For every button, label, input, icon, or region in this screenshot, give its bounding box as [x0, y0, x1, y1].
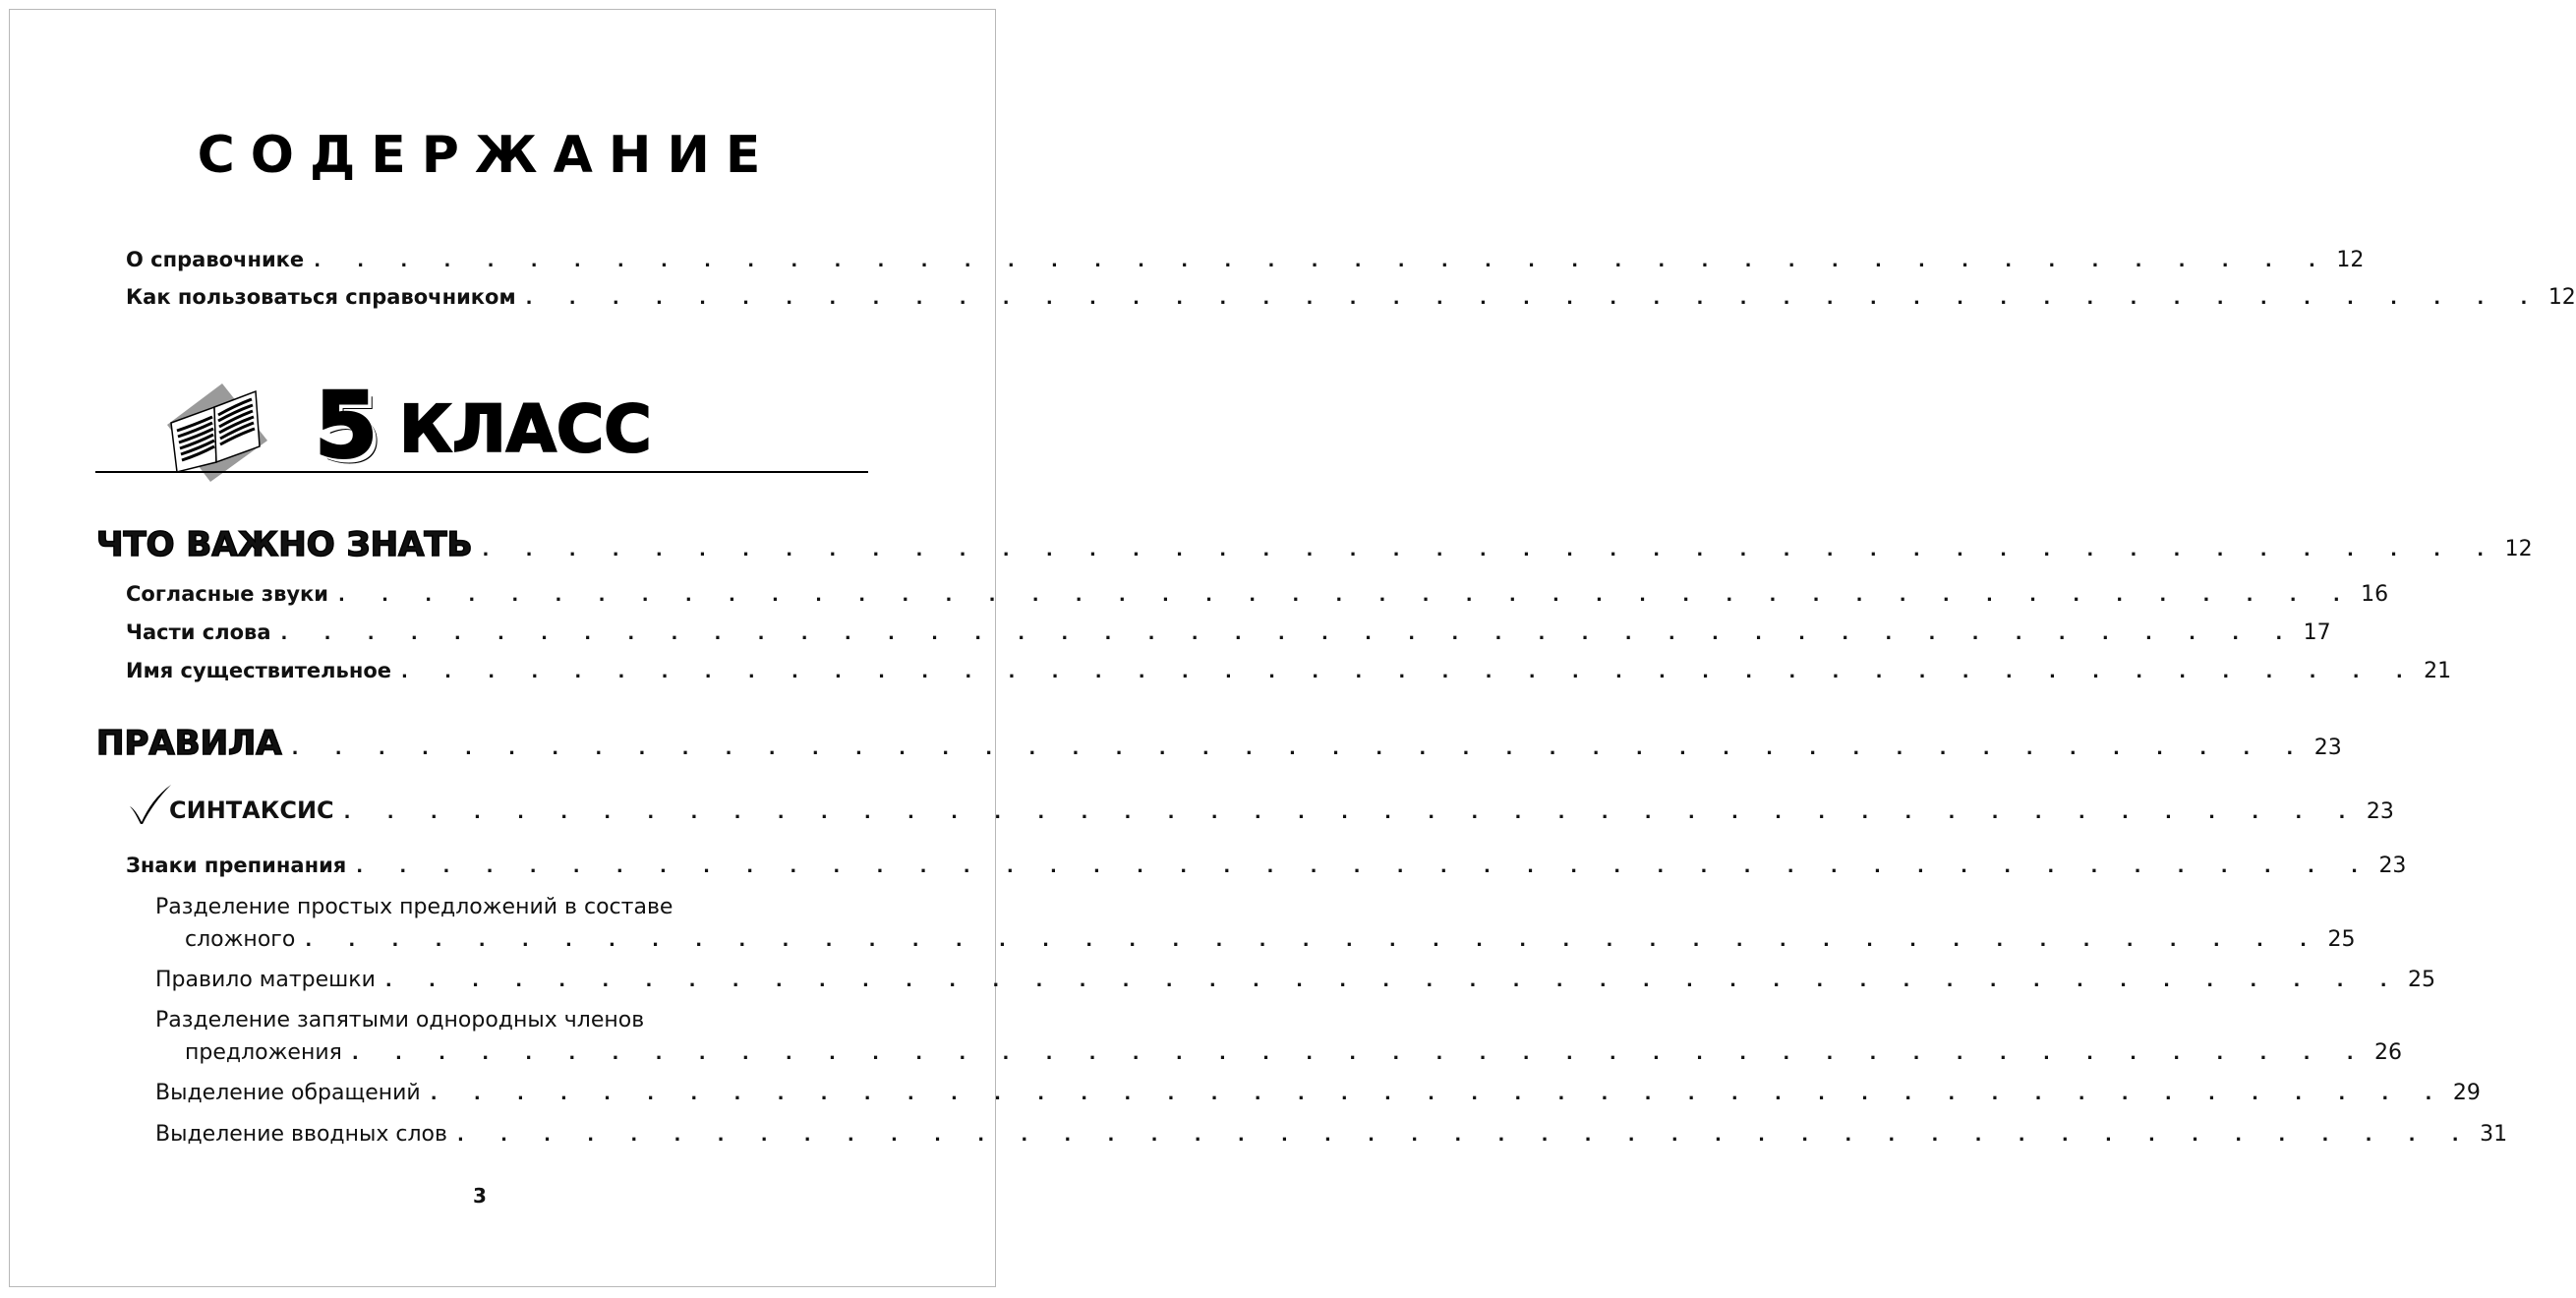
toc-page-number: 23	[2366, 799, 2394, 824]
toc-item-label: Знаки препинания	[126, 854, 347, 877]
toc-subitem-first-line: Разделение запятыми однородных членов	[155, 1008, 645, 1032]
toc-item-label: Имя существительное	[126, 659, 392, 682]
toc-page-number: 25	[2408, 968, 2436, 992]
page-title: СОДЕРЖАНИЕ	[197, 126, 777, 185]
toc-subsection-syntax[interactable]	[169, 796, 2394, 824]
dot-leader: . . . . . . . . . . . . . . . . . . . . . . . . . . . . . . . . . . . . . . . . . . . . . . .	[430, 1084, 2447, 1104]
dot-leader: . . . . . . . . . . . . . . . . . . . . . . . . . . . . . . . . . . . . . . . . . . . . . . .	[356, 856, 2373, 877]
toc-subitem-homogeneous[interactable]	[185, 1040, 2403, 1065]
dot-leader: . . . . . . . . . . . . . . . . . . . . . . . . . . . . . . . . . . . . . . . . . . . . . . .	[343, 802, 2361, 823]
toc-page-number: 12	[2504, 537, 2533, 561]
heading-divider	[95, 471, 868, 473]
toc-item-noun[interactable]	[126, 659, 2452, 683]
toc-item-punctuation[interactable]	[126, 854, 2407, 878]
toc-page-number: 25	[2327, 927, 2356, 952]
toc-item-how-to-use[interactable]	[126, 285, 2576, 310]
dot-leader: . . . . . . . . . . . . . . . . . . . . . . . . . . . . . . . . . . . . . . . . . . . . . . .	[314, 251, 2331, 271]
dot-leader: . . . . . . . . . . . . . . . . . . . . . . . . . . . . . . . . . . . . . . . . . . . . . . .	[291, 738, 2309, 759]
toc-subitem-label: Выделение вводных слов	[155, 1122, 447, 1147]
toc-subitem-label: Правило матрешки	[155, 968, 376, 992]
dot-leader: . . . . . . . . . . . . . . . . . . . . . . . . . . . . . . . . . . . . . . . . . . . . . . .	[305, 930, 2322, 951]
toc-subitem-label: Выделение обращений	[155, 1081, 421, 1105]
toc-item-word-parts[interactable]	[126, 620, 2331, 645]
dot-leader: . . . . . . . . . . . . . . . . . . . . . . . . . . . . . . . . . . . . . . . . . . . . . . .	[525, 288, 2543, 309]
open-book-icon	[163, 382, 269, 484]
toc-subitem-address[interactable]	[155, 1081, 2481, 1105]
toc-item-about[interactable]	[126, 248, 2365, 272]
toc-item-label: Как пользоваться справочником	[126, 285, 516, 309]
toc-section-title: ПРАВИЛА	[96, 724, 282, 763]
toc-item-consonants[interactable]	[126, 582, 2389, 607]
toc-section-rules[interactable]	[96, 724, 2342, 763]
toc-page-number: 23	[2313, 736, 2342, 760]
grade-number: 5	[315, 373, 379, 478]
grade-heading	[315, 373, 652, 478]
toc-page-number: 17	[2303, 620, 2331, 645]
toc-page-number: 31	[2480, 1122, 2508, 1147]
toc-subitem-label: сложного	[185, 927, 296, 952]
toc-page-number: 16	[2361, 582, 2389, 607]
dot-leader: . . . . . . . . . . . . . . . . . . . . . . . . . . . . . . . . . . . . . . . . . . . . . . .	[482, 540, 2499, 560]
toc-item-label: О справочнике	[126, 248, 305, 271]
toc-page-number: 29	[2452, 1081, 2481, 1105]
toc-item-label: Согласные звуки	[126, 582, 329, 606]
dot-leader: . . . . . . . . . . . . . . . . . . . . . . . . . . . . . . . . . . . . . . . . . . . . . . .	[456, 1125, 2475, 1146]
dot-leader: . . . . . . . . . . . . . . . . . . . . . . . . . . . . . . . . . . . . . . . . . . . . . . .	[351, 1043, 2370, 1064]
toc-subitem-complex-sentence[interactable]	[185, 927, 2356, 952]
dot-leader: . . . . . . . . . . . . . . . . . . . . . . . . . . . . . . . . . . . . . . . . . . . . . . .	[384, 971, 2403, 991]
toc-page-number: 23	[2378, 854, 2407, 878]
dot-leader: . . . . . . . . . . . . . . . . . . . . . . . . . . . . . . . . . . . . . . . . . . . . . . .	[401, 662, 2419, 682]
toc-subsection-title: СИНТАКСИС	[169, 796, 334, 824]
grade-word: КЛАСС	[399, 391, 652, 467]
toc-subitem-matryoshka[interactable]	[155, 968, 2436, 992]
toc-section-important[interactable]	[96, 525, 2533, 564]
toc-page-number: 26	[2374, 1040, 2403, 1065]
toc-page-number: 21	[2424, 659, 2452, 683]
toc-page-number: 12	[2336, 248, 2365, 272]
toc-section-title: ЧТО ВАЖНО ЗНАТЬ	[96, 525, 473, 564]
dot-leader: . . . . . . . . . . . . . . . . . . . . . . . . . . . . . . . . . . . . . . . . . . . . . . .	[338, 585, 2356, 606]
toc-page-number: 12	[2547, 285, 2576, 310]
dot-leader: . . . . . . . . . . . . . . . . . . . . . . . . . . . . . . . . . . . . . . . . . . . . . . .	[280, 623, 2298, 644]
toc-item-label: Части слова	[126, 620, 271, 644]
toc-subitem-first-line: Разделение простых предложений в составе	[155, 895, 673, 919]
checkmark-icon	[126, 783, 173, 826]
toc-subitem-introductory[interactable]	[155, 1122, 2508, 1147]
toc-subitem-label: предложения	[185, 1040, 342, 1065]
page-number: 3	[473, 1184, 487, 1208]
